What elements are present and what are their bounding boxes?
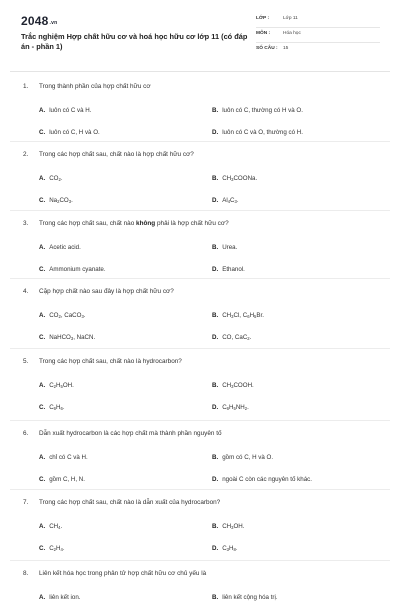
subscript: 3 (231, 314, 234, 319)
question-number: 1. (23, 83, 29, 90)
option-label: C. (39, 266, 46, 273)
meta-key: LỚP : (256, 16, 270, 21)
document-title: Trắc nghiệm Hợp chất hữu cơ và hoá học hữu cơ lớp 11 (có đáp án - phần 1) (21, 32, 248, 51)
subscript: 3 (231, 384, 234, 389)
option-text: $C_2H_5OH$. (49, 382, 74, 389)
option-text: $CH_4$. (49, 523, 63, 530)
question-text: Trong các hợp chất sau, chất nào không phải là hợp chất hữu cơ? (39, 220, 229, 227)
answer-option[interactable] (39, 244, 81, 251)
option-text: liên kết cộng hóa trị. (222, 594, 278, 601)
question-divider (10, 420, 390, 421)
meta-key: MÔN : (256, 31, 271, 36)
option-label: D. (212, 545, 219, 552)
answer-option[interactable] (39, 523, 62, 530)
subscript: 5 (254, 314, 257, 319)
subscript: 2 (53, 384, 56, 389)
question-text: Trong các hợp chất sau, chất nào là hydrocarbon? (39, 358, 182, 365)
question-divider (10, 210, 390, 211)
option-label: D. (212, 129, 219, 136)
answer-option[interactable] (39, 312, 86, 319)
option-text: Ethanol. (222, 266, 245, 273)
answer-option[interactable] (212, 404, 249, 411)
option-label: C. (39, 404, 46, 411)
question-number: 2. (23, 151, 29, 158)
option-label: A. (39, 454, 46, 461)
answer-option[interactable] (39, 334, 95, 341)
answer-option[interactable] (212, 334, 251, 341)
subscript: 3 (226, 547, 229, 552)
option-label: D. (212, 197, 219, 204)
option-text: $CH_3COOH$. (222, 382, 254, 389)
option-text: chỉ có C và H. (49, 454, 88, 461)
subscript: 5 (60, 384, 63, 389)
option-text: luôn có C, thường có H và O. (222, 107, 303, 114)
question-text: Dẫn xuất hydrocarbon là các hợp chất mà thành phần nguyên tố (39, 430, 222, 437)
answer-option[interactable] (39, 476, 85, 483)
question-text: Trong các hợp chất sau, chất nào là hợp chất hữu cơ? (39, 151, 194, 158)
meta-row-subject (256, 29, 380, 43)
option-label: B. (212, 594, 219, 601)
logo-text: 2048 (21, 14, 49, 28)
subscript: 4 (58, 525, 61, 530)
question-number: 8. (23, 570, 29, 577)
question-divider (10, 141, 390, 142)
option-label: B. (212, 382, 219, 389)
question-divider (10, 560, 390, 561)
option-text: luôn có C và O, thường có H. (222, 129, 303, 136)
question-number: 5. (23, 358, 29, 365)
subscript: 2 (247, 336, 250, 341)
option-label: A. (39, 244, 46, 251)
option-text: gồm có C, H và O. (222, 454, 274, 461)
subscript: 2 (57, 199, 60, 204)
answer-option[interactable] (212, 175, 257, 182)
option-text: $C_3H_8$. (222, 545, 238, 552)
option-label: A. (39, 312, 46, 319)
question-number: 7. (23, 499, 29, 506)
subscript: 6 (226, 406, 229, 411)
option-text: $CH_3Cl$, $C_6H_5Br$. (222, 312, 264, 319)
subscript: 3 (231, 525, 234, 530)
option-label: A. (39, 382, 46, 389)
option-text: $Al_4C_3$. (222, 197, 239, 204)
option-label: D. (212, 476, 219, 483)
option-text: Ammonium cyanate. (49, 266, 106, 273)
subscript: 4 (60, 547, 63, 552)
meta-value: 15 (283, 46, 289, 51)
meta-value: Hóa học (283, 31, 301, 36)
answer-option[interactable] (212, 476, 312, 483)
option-label: B. (212, 107, 219, 114)
answer-option[interactable] (212, 545, 238, 552)
option-label: B. (212, 523, 219, 530)
question-number: 3. (23, 220, 29, 227)
answer-option[interactable] (212, 244, 237, 251)
option-label: A. (39, 594, 46, 601)
subscript: 3 (68, 199, 72, 204)
question-number: 6. (23, 430, 29, 437)
answer-option[interactable] (212, 266, 245, 273)
option-label: D. (212, 404, 219, 411)
answer-option[interactable] (39, 107, 92, 114)
option-label: D. (212, 334, 219, 341)
subscript: 3 (81, 314, 84, 319)
answer-option[interactable] (39, 129, 100, 136)
header-divider (10, 71, 390, 72)
meta-value: Lớp 11 (283, 16, 298, 21)
page-header (0, 0, 400, 70)
option-label: B. (212, 454, 219, 461)
meta-key: SỐ CÂU : (256, 46, 278, 51)
meta-row-class (256, 14, 380, 28)
answer-option[interactable] (212, 523, 244, 530)
question-divider (10, 278, 390, 279)
question-number: 4. (23, 288, 29, 295)
subscript: 2 (244, 406, 248, 411)
question-text: Liên kết hóa học trong phân tử hợp chất hữu cơ chủ yếu là (39, 570, 207, 577)
subscript: 6 (247, 314, 250, 319)
option-text: luôn có C, H và O. (49, 129, 100, 136)
option-label: B. (212, 244, 219, 251)
answer-option[interactable] (212, 454, 273, 461)
answer-option[interactable] (39, 382, 74, 389)
option-label: C. (39, 197, 46, 204)
option-text: Urea. (222, 244, 238, 251)
meta-row-count (256, 44, 380, 57)
subscript: 2 (53, 547, 56, 552)
answer-option[interactable] (39, 545, 65, 552)
option-label: A. (39, 175, 46, 182)
subscript: 6 (60, 406, 63, 411)
option-label: A. (39, 523, 46, 530)
answer-option[interactable] (212, 107, 303, 114)
question-divider (10, 348, 390, 349)
subscript: 6 (53, 406, 56, 411)
option-text: liên kết ion. (49, 594, 81, 601)
option-text: $CH_3OH$. (222, 523, 245, 530)
answer-option[interactable] (212, 382, 254, 389)
answer-option[interactable] (212, 197, 239, 204)
subscript: 3 (234, 199, 237, 204)
option-label: C. (39, 476, 46, 483)
subscript: 2 (58, 177, 61, 182)
option-text: $CO_2$, CaCO$_3$. (49, 312, 86, 319)
answer-option[interactable] (39, 454, 88, 461)
option-label: A. (39, 107, 46, 114)
answer-option[interactable] (39, 404, 65, 411)
option-text: CO, CaC$_2$. (222, 334, 252, 341)
answer-option[interactable] (39, 266, 106, 273)
option-text: $C_6H_6$. (49, 404, 65, 411)
answer-option[interactable] (39, 175, 63, 182)
option-text: $CH_3COONa$. (222, 175, 258, 182)
answer-option[interactable] (212, 129, 303, 136)
question-text: Cặp hợp chất nào sau đây là hợp chất hữu cơ? (39, 288, 174, 295)
option-text: luôn có C và H. (49, 107, 92, 114)
question-divider (10, 489, 390, 490)
site-logo[interactable] (21, 14, 57, 28)
option-text: ngoài C còn các nguyên tố khác. (222, 476, 312, 483)
option-text: Acetic acid. (49, 244, 81, 251)
option-text: NaHCO$_3$, NaCN. (49, 334, 96, 341)
option-text: $CO_2$. (49, 175, 63, 182)
option-label: C. (39, 545, 46, 552)
option-label: B. (212, 312, 219, 319)
option-text: $C_2H_4$. (49, 545, 65, 552)
logo-tld: .vn (49, 20, 58, 26)
subscript: 8 (233, 547, 236, 552)
question-text: Trong thành phần của hợp chất hữu cơ (39, 83, 151, 90)
option-label: C. (39, 334, 46, 341)
option-text: gồm C, H, N. (49, 476, 85, 483)
emphasis-text: không (136, 220, 156, 227)
answer-option[interactable] (39, 197, 73, 204)
option-text: $C_6H_5NH_2$. (222, 404, 249, 411)
subscript: 4 (227, 199, 231, 204)
subscript: 3 (70, 336, 74, 341)
question-text: Trong các hợp chất sau, chất nào là dẫn xuất của hydrocarbon? (39, 499, 221, 506)
option-label: B. (212, 175, 219, 182)
subscript: 2 (58, 314, 61, 319)
option-label: D. (212, 266, 219, 273)
answer-option[interactable] (212, 312, 264, 319)
option-text: $Na_2CO_3$. (49, 197, 73, 204)
subscript: 5 (233, 406, 236, 411)
option-label: C. (39, 129, 46, 136)
subscript: 3 (231, 177, 234, 182)
